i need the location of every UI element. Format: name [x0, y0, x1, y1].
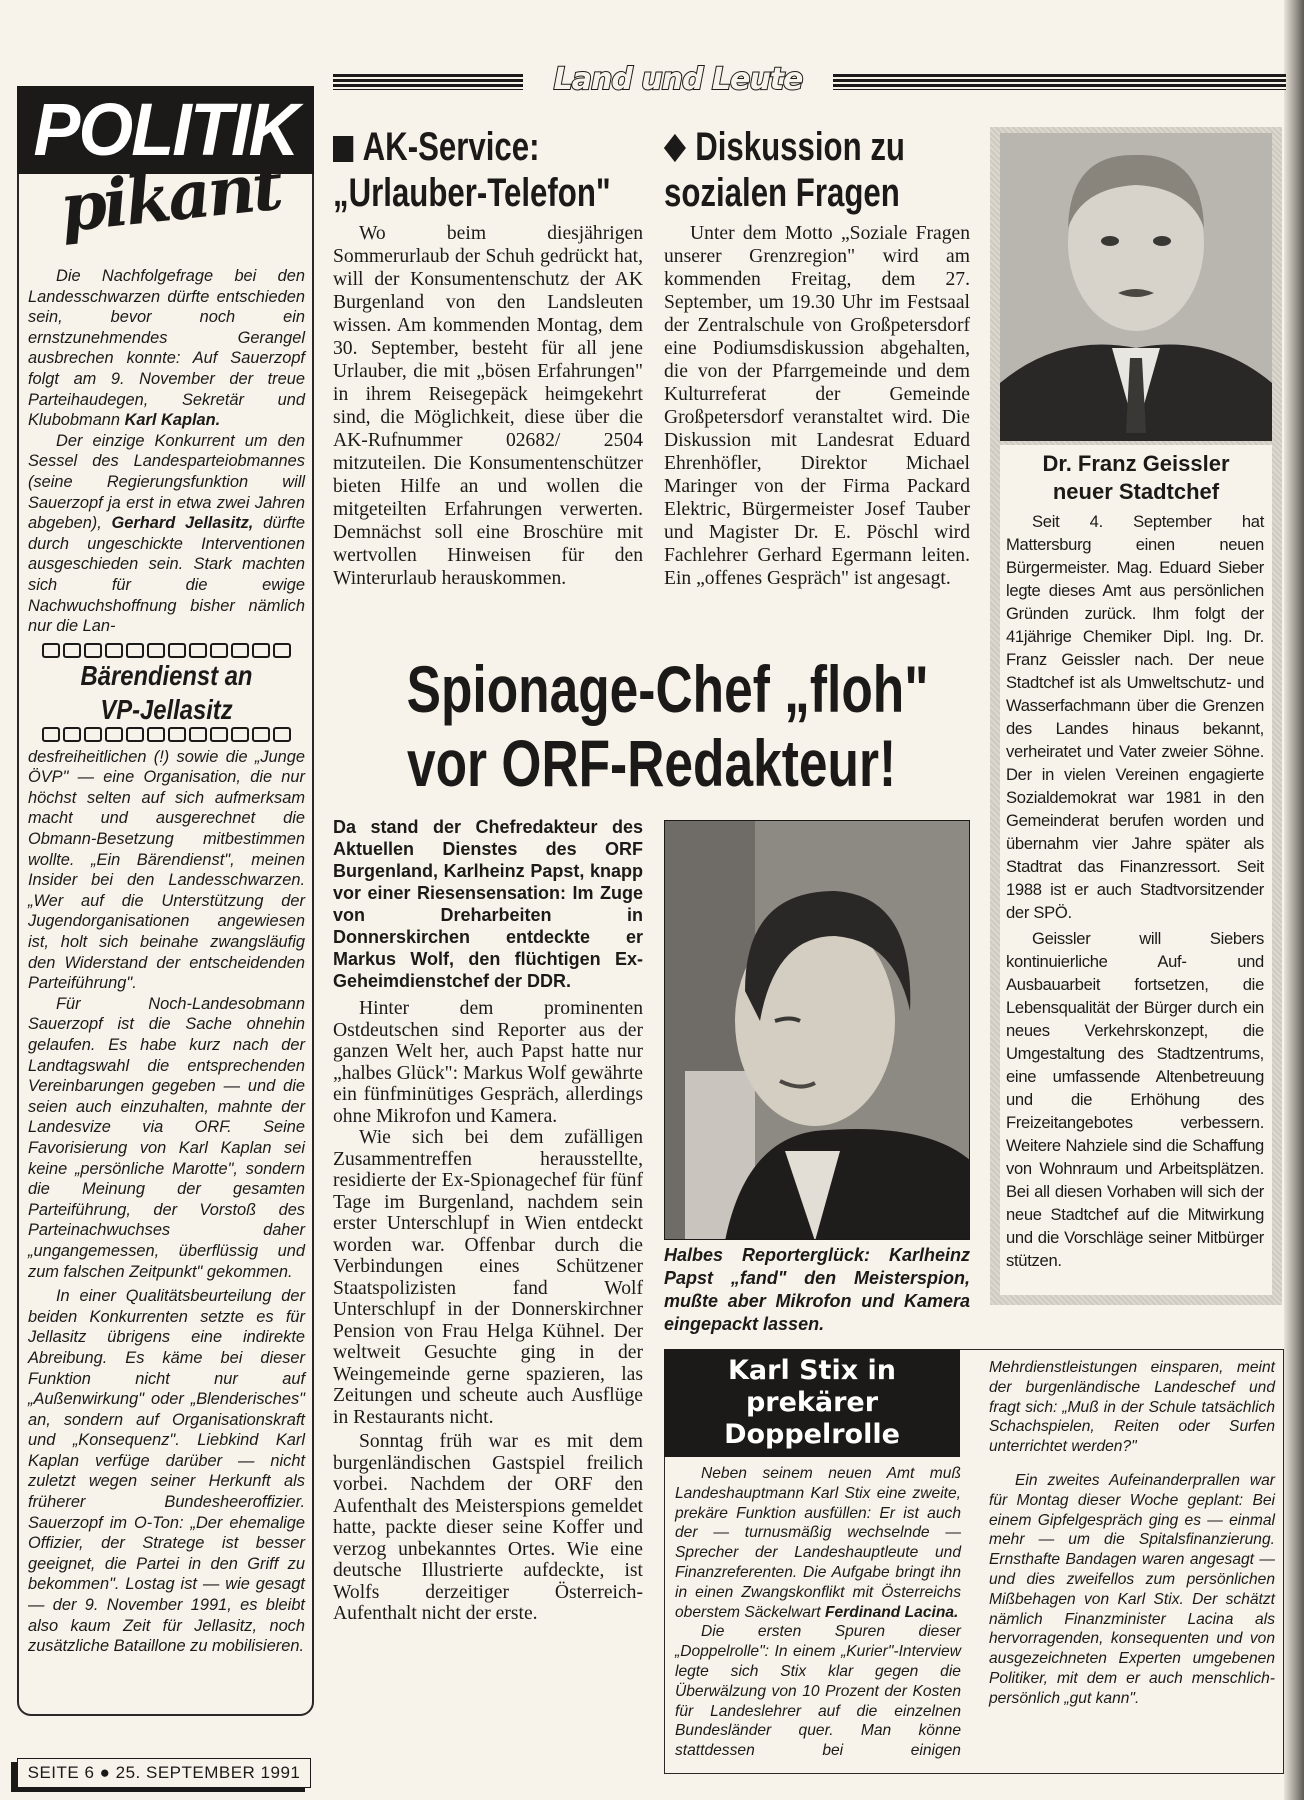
politik-pikant-article — [28, 266, 305, 1657]
headline-line: Diskussion zu — [695, 125, 905, 169]
paragraph: Für Noch-Landesobmann Sauerzopf ist die Sache ohnehin gelaufen. Es habe kurz nach der Landtagswahl die entsprechenden Vereinbarungen gegeben — und die seien auch einzuhalten, mahnte der Landesvize via ORF. Seine Favorisierung von Karl Kaplan sei keine „persönliche Marotte", sondern die Meinung der gesamten Parteiführung, der Vorstoß des Parteinachwuchses daher „ungangemessen, überflüssig und zum falschen Zeitpunkt" gekommen. — [28, 994, 305, 1281]
headline-line: neuer Stadtchef — [1052, 479, 1220, 504]
paragraph: Geissler will Siebers kontinuierliche Auf- und Ausbauarbeit fortsetzen, die Lebensqualität der Bürger durch ein neues Verkehrskonzept, die Umgestaltung des Stadtzentrums, eine umfassende Altenbetreuung und die Erhöhung des Freizeitangebotes verbessern. Weitere Nahziele sind die Schaffung von Wohnraum und Arbeitsplätzen. Bei all diesen Vorhaben will sich der neue Stadtchef auf die Mitwirkung und die Vorschläge seiner Mitbürger stützen. — [1006, 929, 1264, 1270]
headline-line: Doppelrolle — [724, 1419, 900, 1450]
headline-line: sozialen Fragen — [664, 171, 900, 215]
banner-rule-right — [833, 74, 1286, 90]
paragraph: Seit 4. September hat Mattersburg einen neuen Bürgermeister. Mag. Eduard Sieber legte dieses Amt aus persönlichen Gründen zurück. Ihm folgt der 41jährige Chemiker Dipl. Ing. Dr. Franz Geissler nach. Der neue Stadtchef ist als Umweltschutz- und Wasserfachmann über die Grenzen des Landes hinaus bekannt, verheiratet und Vater zweier Söhne. Der in vielen Vereinen engagierte Sozialdemokrat war 1981 in den Gemeinderat berufen worden und übernahm vier Jahre später als Stadtrat das Finanzressort. Seit 1988 ist er auch Stadtvorsitzender der SPÖ. — [1006, 512, 1264, 922]
page-fold-shadow — [1284, 0, 1304, 1800]
markus-wolf-photo — [664, 820, 970, 1240]
paragraph: Hinter dem prominenten Ostdeutschen sind Reporter aus der ganzen Welt her, auch Papst hatte nur „halbes Glück": Markus Wolf gewährte ein fünfminütiges Gespräch, allerdings ohne Mikrofon und Kamera. — [333, 998, 643, 1127]
pikant-logo-text: pikant — [56, 146, 284, 248]
box-ornament-top — [28, 643, 305, 658]
headline-line: Karl Stix in — [727, 1355, 896, 1386]
bold-name: Karl Kaplan. — [124, 411, 221, 430]
headline-line: vor ORF-Redakteur! — [406, 726, 897, 800]
paragraph — [28, 431, 305, 637]
photo-caption: Halbes Reporterglück: Karlheinz Papst „fand" den Meisterspion, mußte aber Mikrofon und Kamera eingepackt lassen. — [664, 1245, 970, 1334]
banner-rule-left — [333, 74, 523, 90]
headline-line: „Urlauber-Telefon" — [333, 171, 611, 215]
article-body — [664, 222, 970, 590]
bold-name: Ferdinand Lacina. — [824, 1603, 959, 1621]
geissler-portrait-photo — [1000, 133, 1272, 441]
paragraph — [675, 1464, 961, 1622]
subheading-line: VP-Jellasitz — [100, 693, 233, 725]
paragraph: Sonntag früh war es mit dem burgenländischen Gastspiel freilich vorbei. Nachdem der ORF den Aufenthalt des Meisterspions gemeldet hatte, packte dieser seine Koffer und verzog unbekanntes Ortes. Wie eine deutsche Illustrierte aufdeckte, ist Wolfs derzeitiger Österreich-Aufenthalt nicht der erste. — [333, 1431, 643, 1624]
diamond-bullet-icon — [664, 134, 686, 162]
paragraph: desfreiheitlichen (!) sowie die „Junge ÖVP" — eine Organisation, die nur höchst selten auf sich aufmerksam macht und ausgerechnet die Obmann-Besetzung mitbestimmen wollte. „Ein Bärendienst", meinen Insider bei den Landesschwarzen. „Wer auf die Unterstützung der Jugendorganisationen angewiesen ist, holt sich beinahe zwangsläufig den Widerstand der entscheidenden Parteiführung". — [28, 747, 305, 993]
box-ornament-bottom — [28, 727, 305, 742]
subheading-line: Bärendienst an — [80, 659, 253, 691]
text: Neben seinem neuen Amt muß Landeshauptmann Karl Stix eine zweite, prekäre Funktion ausfüllen: Er ist auch der — turnusmäßig wechselnde — Sprecher der Landeshauptleute und Finanzreferenten. Die Aufgabe bringt ihn in einen Zwangskonflikt mit Österreichs oberstem Säckelwart — [675, 1465, 961, 1621]
article-headline — [333, 124, 575, 170]
geissler-headline — [1000, 450, 1272, 506]
paragraph — [28, 266, 305, 431]
paragraph: Unter dem Motto „Soziale Fragen unserer Grenzregion" wird am kommenden Freitag, dem 27. September, um 19.30 Uhr im Festsaal der Zentralschule von Großpetersdorf eine Podiumsdiskussion abgehalten, die von der Pfarrgemeinde und dem Kulturreferat der Gemeinde Großpetersdorf veranstaltet wird. Die Diskussion mit Landesrat Eduard Ehrenhöfler, Direktor Michael Maringer von der Firma Packard Elektric, Bürgermeister Josef Tauber und Magister Dr. E. Pöschl wird Fachlehrer Gerhard Egermann leiten. Ein „offenes Gespräch" ist angesagt. — [664, 223, 970, 589]
headline-line: AK-Service: — [362, 125, 540, 169]
spionage-article — [333, 816, 643, 1625]
ak-service-article — [333, 124, 643, 590]
paragraph: In einer Qualitätsbeurteilung der beiden Konkurrenten setzte es für Jellasitz übrigens eine indirekte Abreibung. Es käme bei dieser Funktion nicht nur auf „Außenwirkung" oder „Blenderisches" an, sondern auf Organisationskraft und „Konsequenz". Liebkind Karl Kaplan verfüge darüber — nicht zuletzt wegen seiner Herkunft als früherer Bundesheeroffizier. Sauerzopf im O-Ton: „Der ehemalige Offizier, der Stratege ist besser geeignet, die Partei in den Griff zu bekommen". Lostag ist — wie gesagt — der 9. November 1991, es bleibt also kaum Zeit für Jellasitz, noch zusätzliche Bataillone zu mobilisieren. — [28, 1287, 305, 1656]
headline-line: Spionage-Chef „floh" — [406, 652, 929, 726]
paragraph: Wo beim diesjährigen Sommerurlaub der Schuh gedrückt hat, will der Konsumentenschutz der AK Burgenland von den Landsleuten wissen. Am kommenden Montag, dem 30. September, besteht für all jene Urlauber, die mit „bösen Erfahrungen" in ihrem Reisegepäck heimgekehrt sind, die Möglichkeit, diese über die AK-Rufnummer 02682/ 2504 mitzuteilen. Die Konsumentenschützer bieten Hilfe an und wollen die mitgeteilten Erfahrungen verwerten. Demnächst soll eine Broschüre mit wertvollen Hinweisen für den Winterurlaub herauskommen. — [333, 223, 643, 589]
paragraph: Wie sich bei dem zufälligen Zusammentreffen herausstellte, residierte der Ex-Spionagechef für fünf Tage im Burgenland, nachdem sein erster Unterschlupf in Wien entdeckt worden war. Offenbar durch die Verbindungen eines Schützener Staatspolizisten fand Wolf Unterschlupf in der Donnerskirchner Pension von Frau Helga Kühnel. Der weltweit Gesuchte ging in der Weingemeinde gerne spazieren, las Zeitungen und scheute auch Ausflüge in Restaurants nicht. — [333, 1127, 643, 1428]
headline-line: Dr. Franz Geissler — [1042, 451, 1230, 476]
headline-line: prekärer — [745, 1387, 879, 1418]
article-body — [333, 222, 643, 590]
text: Die Nachfolgefrage bei den Landesschwarzen dürfte entschieden sein, bevor noch ein ernstzunehmendes Gerangel ausbrechen konnte: Auf Sauerzopf folgt am 9. November der treue Parteihaudegen, Sekretär und Klubobmann — [28, 267, 305, 430]
spionage-headline — [333, 652, 970, 800]
diskussion-article — [664, 124, 970, 590]
article-lead: Da stand der Chefredakteur des Aktuellen Dienstes des ORF Burgenland, Karlheinz Papst, knapp vor einer Riesensensation: Im Zuge von Dreharbeiten in Donnerskirchen entdeckte er Markus Wolf, den flüchtigen Ex-Geheimdienstchef der DDR. — [333, 817, 643, 991]
square-bullet-icon — [333, 136, 353, 162]
paragraph: Die ersten Spuren dieser „Doppelrolle": In einem „Kurier"-Interview legte sich Stix klar gegen die Überwälzung von 10 Prozent der Kosten für Landeslehrer auf die einzelnen Bundesländer quer. Man könne stattdessen bei einigen Mehrdienstleistungen einsparen, meint der burgenländische Landeschef und fragt sich: „Muß in der Schule tatsächlich Schachspielen, Reiten oder Surfen unterrichtet werden?" — [675, 1359, 1275, 1760]
stix-headline — [664, 1349, 960, 1457]
bold-name: Gerhard Jellasitz, — [111, 514, 254, 533]
geissler-article-body — [1006, 510, 1264, 1272]
page-footer: SEITE 6 ● 25. SEPTEMBER 1991 — [17, 1758, 311, 1788]
section-banner — [333, 62, 1286, 98]
text: Der einzige Konkurrent um den Sessel des Landesparteiobmannes (seine Regierungsfunktion will Sauerzopf ja erst in etwa zwei Jahren abgeben), — [28, 431, 305, 533]
paragraph: Ein zweites Aufeinanderprallen war für Montag dieser Woche geplant: Bei einem Gipfelgespräch ging es — einmal mehr — um die Spitalsfinanzierung. Ernsthafte Bandagen waren angesagt — und dies zweifellos zum persönlichen Mißbehagen von Karl Stix. Der schätzt nämlich Finanzminister Lacina als hervorragenden, konsequenten und von ausgezeichneten Experten umgebenen Politiker, mit dem er auch menschlich-persönlich „gut kann". — [989, 1471, 1275, 1707]
section-title: Land und Leute — [553, 62, 803, 97]
article-headline — [664, 124, 903, 170]
politik-logo-text: POLITIK — [33, 88, 298, 171]
article-body — [333, 998, 643, 1625]
text: dürfte durch ungeschickte Interventionen ausgeschieden sein. Stark machten sich für die ewige Nachwuchshoffnung bisher nämlich nur die Lan- — [28, 514, 305, 636]
